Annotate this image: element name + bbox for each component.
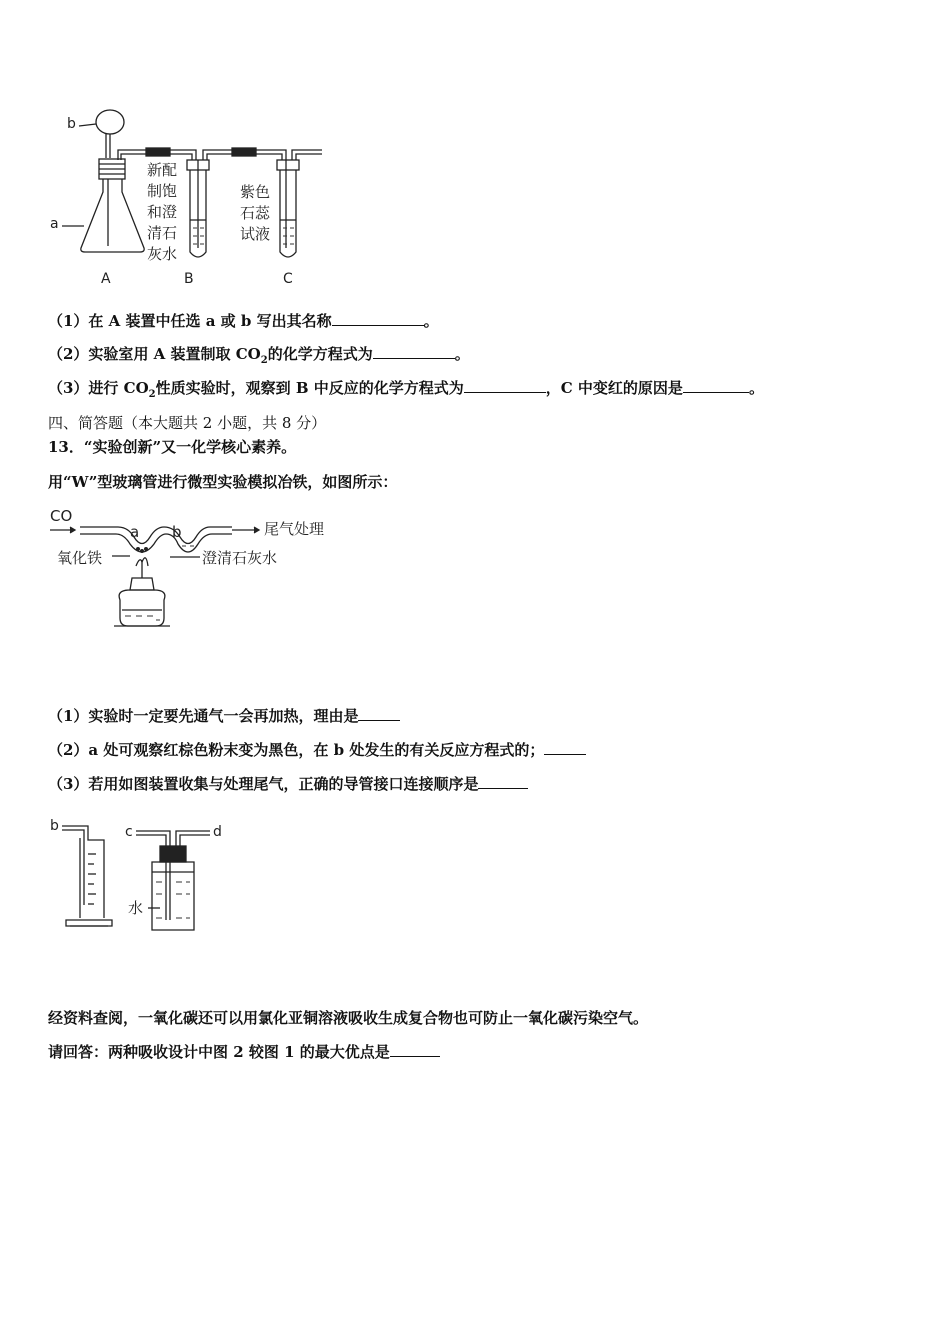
q13-note: 经资料查阅，一氧化碳还可以用氯化亚铜溶液吸收生成复合物也可防止一氧化碳污染空气。 (48, 1009, 649, 1027)
section-heading: 四、简答题（本大题共 2 小题，共 8 分） (48, 414, 327, 432)
q12-part3-text-3: ，C 中变红的原因是 (545, 379, 683, 397)
q12-part3-text: （3）进行 CO (48, 379, 149, 397)
tube-c-label: 紫色 石蕊 试液 (240, 183, 271, 243)
q13-ask-text: 请回答：两种吸收设计中图 2 较图 1 的最大优点是 (48, 1043, 390, 1061)
caption-A: A (101, 271, 111, 287)
q12-part3-text-2: 性质实验时，观察到 B 中反应的化学方程式为 (155, 379, 464, 397)
q12-part1-text: （1）在 A 装置中任选 a 或 b 写出其名称 (48, 312, 332, 330)
q12-part2-end: 。 (454, 345, 470, 363)
label-b-point: b (172, 523, 182, 541)
label-b-cylinder: b (50, 818, 59, 834)
label-iron-oxide: 氧化铁 (57, 549, 103, 567)
label-water: 水 (128, 899, 144, 917)
answer-blank[interactable] (390, 1042, 440, 1057)
q13-part1-text: （1）实验时一定要先通气一会再加热，理由是 (48, 707, 359, 725)
q13-part2-text: （2）a 处可观察红棕色粉末变为黑色，在 b 处发生的有关反应方程式的； (48, 741, 545, 759)
tube-b-label: 新配 制饱 和澄 清石 灰水 (147, 161, 178, 263)
q13-intro: 用“W”型玻璃管进行微型实验模拟冶铁，如图所示： (48, 473, 398, 491)
q12-part2-text: （2）实验室用 A 装置制取 CO (48, 345, 261, 363)
label-a: a (50, 216, 59, 232)
q12-part2-text-2: 的化学方程式为 (267, 345, 373, 363)
label-c: c (125, 824, 133, 840)
label-b: b (67, 116, 76, 132)
label-limewater: 澄清石灰水 (202, 549, 278, 567)
label-d: d (213, 824, 222, 840)
q13-part3-text: （3）若用如图装置收集与处理尾气，正确的导管接口连接顺序是 (48, 775, 479, 793)
q12-part1-end: 。 (423, 312, 439, 330)
label-tail-gas: 尾气处理 (264, 520, 325, 538)
subscript: 2 (148, 389, 156, 400)
caption-B: B (184, 271, 194, 287)
caption-C: C (283, 271, 293, 287)
q13-title: 13．“实验创新”又一化学核心素养。 (48, 438, 297, 456)
subscript: 2 (260, 355, 268, 366)
q13-ask (48, 1042, 440, 1062)
label-co: CO (50, 507, 73, 525)
label-a-point: a (130, 523, 140, 541)
q12-part3-end: 。 (748, 379, 764, 397)
